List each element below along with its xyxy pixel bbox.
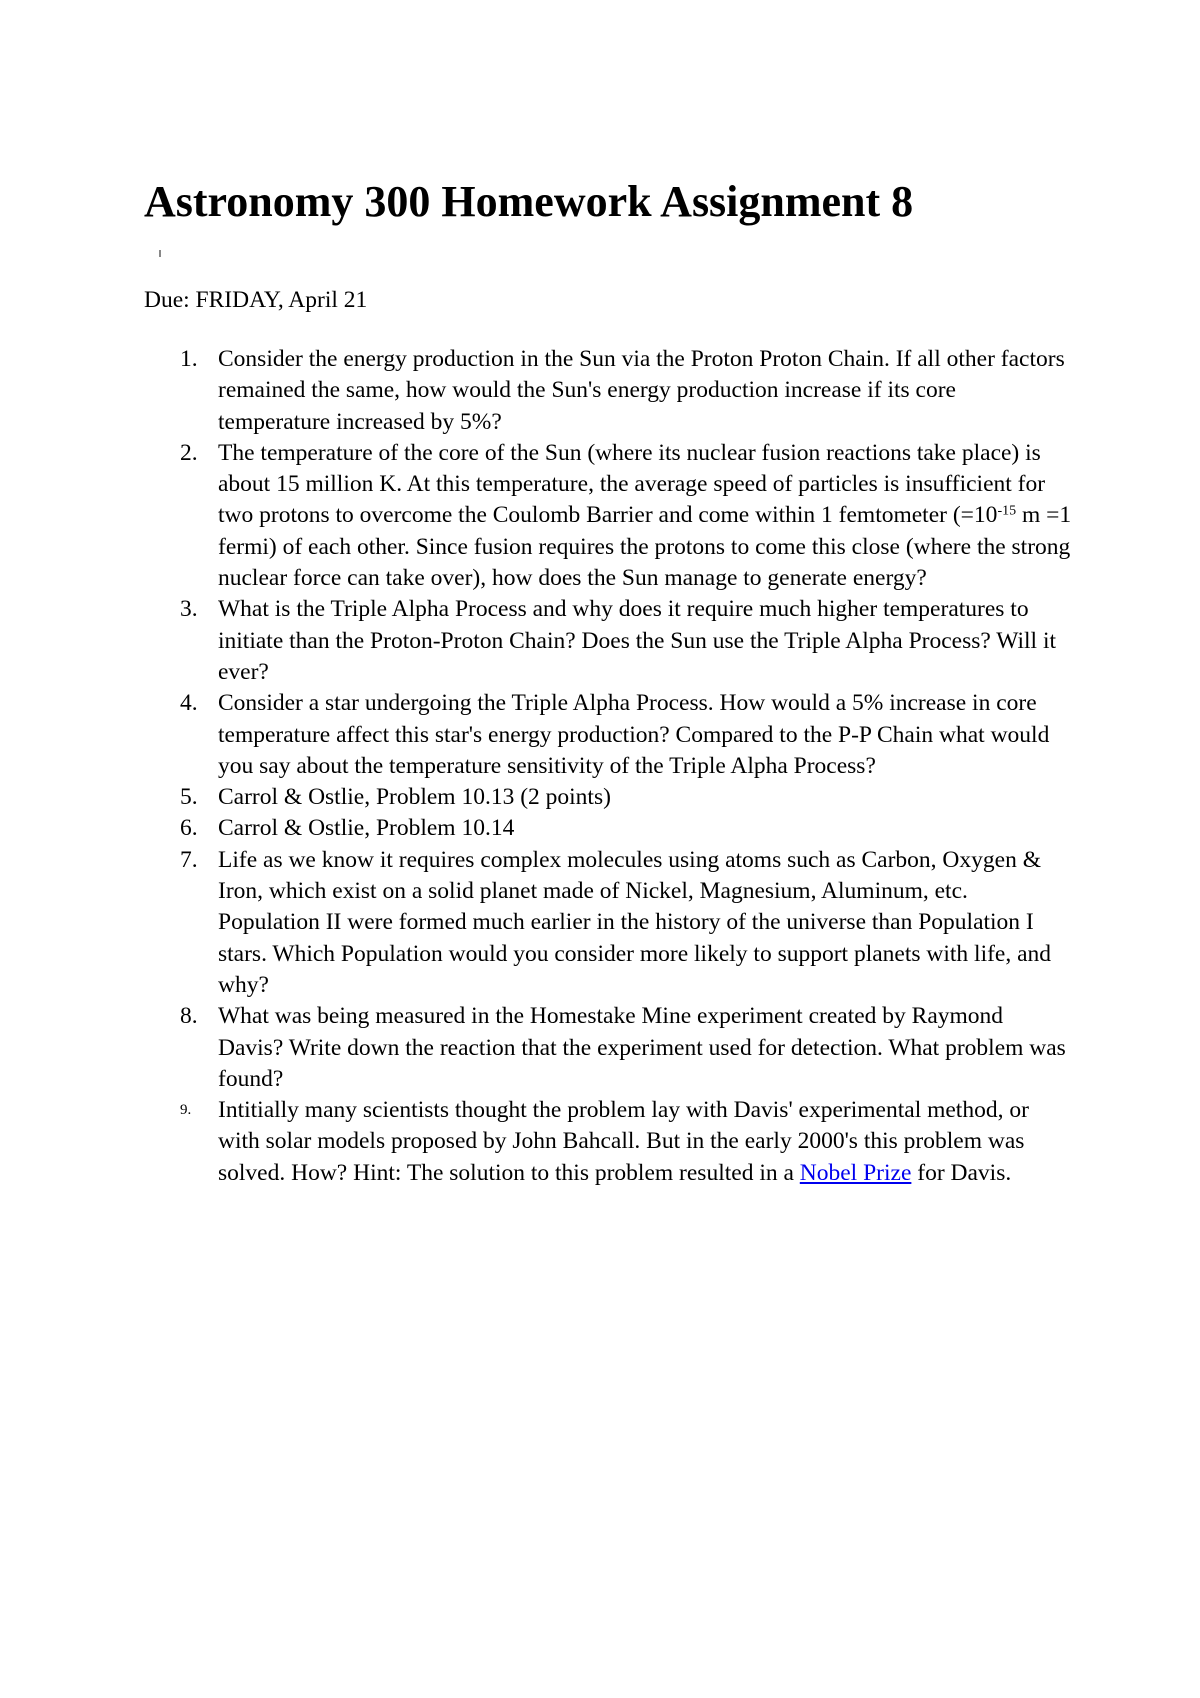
problem-text-end: for Davis. <box>911 1159 1012 1186</box>
problem-item-3 <box>144 594 1074 688</box>
problem-list <box>144 344 1074 1189</box>
problem-text-start: Intitially many scientists thought the problem lay with Davis' experimental method, or with solar models proposed by John Bahcall. But in the early 2000's this problem was solved. How? Hint: The solution to this problem resulted in a <box>218 1097 1029 1186</box>
problem-number: 4. <box>180 690 198 717</box>
problem-item-1 <box>144 344 1074 438</box>
problem-number: 7. <box>180 846 198 873</box>
problem-item-2 <box>144 438 1074 594</box>
problem-text: Consider a star undergoing the Triple Alpha Process. How would a 5% increase in core temperature affect this star's energy production? Compared to the P-P Chain what would you say about the temperature sensitivity of the Triple Alpha Process? <box>218 690 1050 779</box>
nobel-prize-link[interactable]: Nobel Prize <box>799 1159 912 1186</box>
problem-number: 3. <box>180 596 198 623</box>
problem-text: Carrol & Ostlie, Problem 10.13 (2 points) <box>218 784 611 811</box>
problem-number: 8. <box>180 1003 198 1030</box>
problem-item-8 <box>144 1001 1074 1095</box>
problem-item-7 <box>144 845 1074 1001</box>
problem-text-start: The temperature of the core of the Sun (where its nuclear fusion reactions take place) is about 15 million K. At this temperature, the average speed of particles is insufficient for two protons to overcome the Coulomb Barrier and come within 1 femtometer (=10 <box>218 439 1046 529</box>
problem-number: 2. <box>180 439 198 466</box>
problem-item-5 <box>144 782 1074 813</box>
stray-mark <box>159 250 161 257</box>
problem-item-9 <box>144 1095 1074 1189</box>
exponent-superscript: -15 <box>997 503 1017 519</box>
problem-text: What was being measured in the Homestake Mine experiment created by Raymond Davis? Write down the reaction that the experiment used for detection. What problem was found? <box>218 1003 1066 1092</box>
page-title: Astronomy 300 Homework Assignment 8 <box>144 177 914 226</box>
problem-item-6 <box>144 813 1074 844</box>
problem-number: 5. <box>180 784 198 811</box>
problem-number: 6. <box>180 815 198 842</box>
problem-text: Carrol & Ostlie, Problem 10.14 <box>218 815 515 842</box>
problem-text: Life as we know it requires complex molecules using atoms such as Carbon, Oxygen & Iron, which exist on a solid planet made of Nickel, Magnesium, Aluminum, etc. Population II were formed much earlier in the history of the universe than Population I stars. Which Population would you consider more likely to support planets with life, and why? <box>218 846 1052 998</box>
due-date: Due: FRIDAY, April 21 <box>144 287 368 313</box>
problem-text: Consider the energy production in the Sun via the Proton Proton Chain. If all other factors remained the same, how would the Sun's energy production increase if its core temperature increased by 5%? <box>218 346 1065 435</box>
problem-number: 9. <box>180 1102 192 1119</box>
problem-text: What is the Triple Alpha Process and why does it require much higher temperatures to initiate than the Proton-Proton Chain? Does the Sun use the Triple Alpha Process? Will it ever? <box>218 596 1057 685</box>
problem-number: 1. <box>180 346 198 372</box>
problem-item-4 <box>144 688 1074 782</box>
problem-text-end: m =1 fermi) of each other. Since fusion requires the protons to come this close (where the strong nuclear force can take over), how does the Sun manage to generate energy? <box>218 502 1072 592</box>
